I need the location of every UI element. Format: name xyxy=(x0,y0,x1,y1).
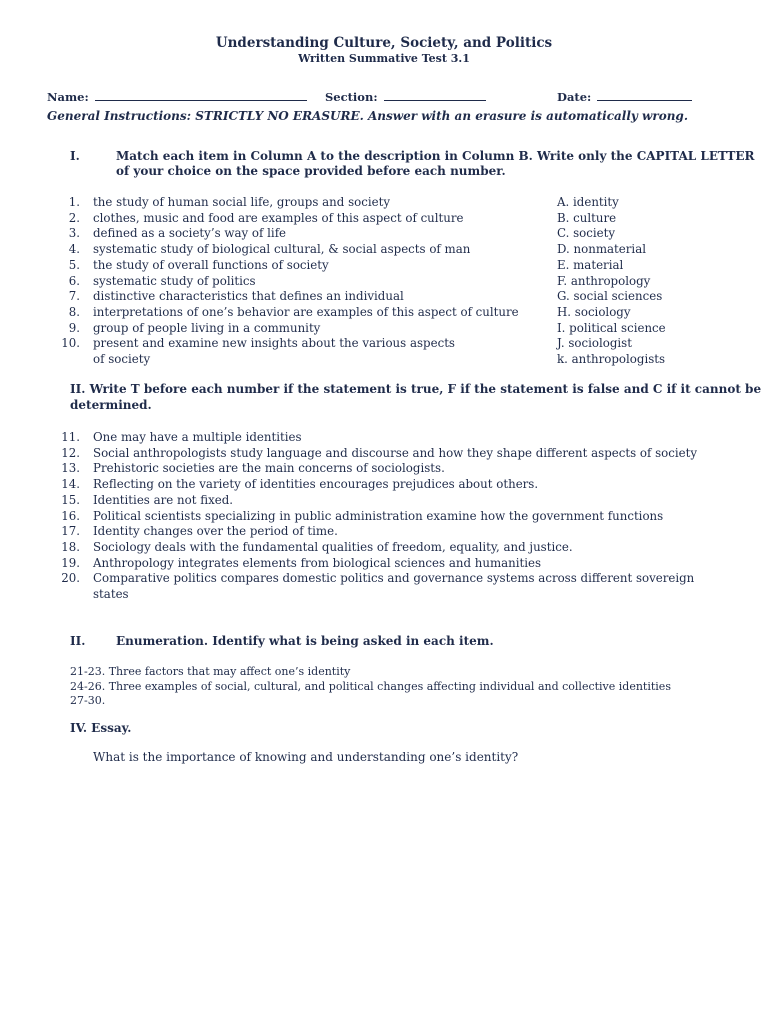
part2-instruction-line1: II. Write T before each number if the statement is true, F if the statement is false and C if it cannot be xyxy=(70,382,762,396)
item-number: 8. xyxy=(68,304,80,319)
part3-numeral: II. xyxy=(70,634,86,648)
column-b-choice: k. anthropologists xyxy=(557,352,666,366)
enumeration-item: 27-30. xyxy=(70,694,106,707)
item-text: present and examine new insights about the various aspects xyxy=(93,336,455,351)
column-b-choice: J. sociologist xyxy=(557,336,632,351)
item-text: interpretations of one’s behavior are examples of this aspect of culture xyxy=(93,304,519,319)
item-number: 18. xyxy=(61,539,80,554)
essay-question: What is the importance of knowing and understanding one’s identity? xyxy=(93,750,519,764)
item-number: 9. xyxy=(68,320,80,335)
column-b-choice: F. anthropology xyxy=(557,273,651,288)
item-text: One may have a multiple identities xyxy=(93,430,302,444)
item-text: states xyxy=(93,587,129,601)
item-number: 19. xyxy=(61,555,80,570)
item-text: systematic study of politics xyxy=(93,273,256,288)
item-number: 11. xyxy=(61,430,80,444)
item-number: 4. xyxy=(68,242,80,257)
column-b-choice: B. culture xyxy=(557,210,617,225)
date-label: Date: xyxy=(557,90,592,104)
document-title: Understanding Culture, Society, and Politics xyxy=(215,35,553,51)
enumeration-item: 21-23. Three factors that may affect one’s identity xyxy=(70,665,351,678)
part3-heading: Enumeration. Identify what is being asked in each item. xyxy=(116,634,494,648)
column-b-choice: G. social sciences xyxy=(557,289,663,304)
item-text: Sociology deals with the fundamental qualities of freedom, equality, and justice. xyxy=(93,539,573,554)
item-text: Reflecting on the variety of identities encourages prejudices about others. xyxy=(93,477,539,492)
item-number: 2. xyxy=(68,210,80,225)
item-number: 13. xyxy=(61,461,80,476)
item-text: Social anthropologists study language and discourse and how they shape different aspects of society xyxy=(93,445,698,460)
item-text: Prehistoric societies are the main concerns of sociologists. xyxy=(93,461,445,476)
column-b-choice: H. sociology xyxy=(557,304,631,319)
item-text: clothes, music and food are examples of this aspect of culture xyxy=(93,210,464,225)
name-field[interactable] xyxy=(47,89,307,104)
item-number: 5. xyxy=(68,257,80,272)
item-number: 3. xyxy=(68,226,80,241)
item-text: Identity changes over the period of time. xyxy=(93,524,338,539)
column-b-choice: I. political science xyxy=(557,320,666,335)
column-b-choice: C. society xyxy=(557,226,616,241)
item-text: distinctive characteristics that defines an individual xyxy=(93,289,404,304)
item-text: the study of human social life, groups and society xyxy=(93,195,390,209)
enumeration-item: 24-26. Three examples of social, cultural, and political changes affecting individual and collective identities xyxy=(70,679,671,693)
column-b-choice: E. material xyxy=(557,257,624,272)
item-text: systematic study of biological cultural, & social aspects of man xyxy=(93,242,471,257)
section-label: Section: xyxy=(325,90,378,104)
item-number: 15. xyxy=(61,492,80,507)
date-field[interactable] xyxy=(557,89,692,104)
item-text: Anthropology integrates elements from biological sciences and humanities xyxy=(93,555,542,570)
date-blank[interactable] xyxy=(597,89,692,101)
item-number: 1. xyxy=(68,195,80,209)
part2-instruction-line2: determined. xyxy=(70,398,152,412)
item-number: 10. xyxy=(61,336,80,351)
item-text: defined as a society’s way of life xyxy=(93,226,287,241)
item-number: 12. xyxy=(61,445,80,460)
name-blank[interactable] xyxy=(95,89,307,101)
item-number: 14. xyxy=(61,477,80,492)
part1-numeral: I. xyxy=(70,149,80,163)
column-b-choice: A. identity xyxy=(557,195,619,209)
column-b-choice: D. nonmaterial xyxy=(557,242,646,257)
item-number: 20. xyxy=(61,571,80,586)
name-label: Name: xyxy=(47,90,89,104)
item-number: 16. xyxy=(61,508,80,523)
item-number: 6. xyxy=(68,273,80,288)
part4-heading: IV. Essay. xyxy=(70,721,132,735)
item-number: 17. xyxy=(61,524,80,539)
part1-instruction-line1: Match each item in Column A to the description in Column B. Write only the CAPITAL LETTER xyxy=(116,149,755,163)
item-number: 7. xyxy=(68,289,80,304)
item-text: Political scientists specializing in public administration examine how the government functions xyxy=(93,508,664,523)
section-field[interactable] xyxy=(325,89,486,104)
item-text: the study of overall functions of society xyxy=(93,257,329,272)
general-instructions: General Instructions: STRICTLY NO ERASURE. Answer with an erasure is automatically wrong. xyxy=(47,109,688,123)
document-subtitle: Written Summative Test 3.1 xyxy=(298,52,470,65)
part1-instruction-line2: of your choice on the space provided before each number. xyxy=(116,164,506,178)
item-text: group of people living in a community xyxy=(93,320,321,335)
section-blank[interactable] xyxy=(384,89,486,101)
item-text: of society xyxy=(93,352,151,366)
item-text: Comparative politics compares domestic politics and governance systems across different sovereign xyxy=(93,571,695,586)
item-text: Identities are not fixed. xyxy=(93,492,234,507)
